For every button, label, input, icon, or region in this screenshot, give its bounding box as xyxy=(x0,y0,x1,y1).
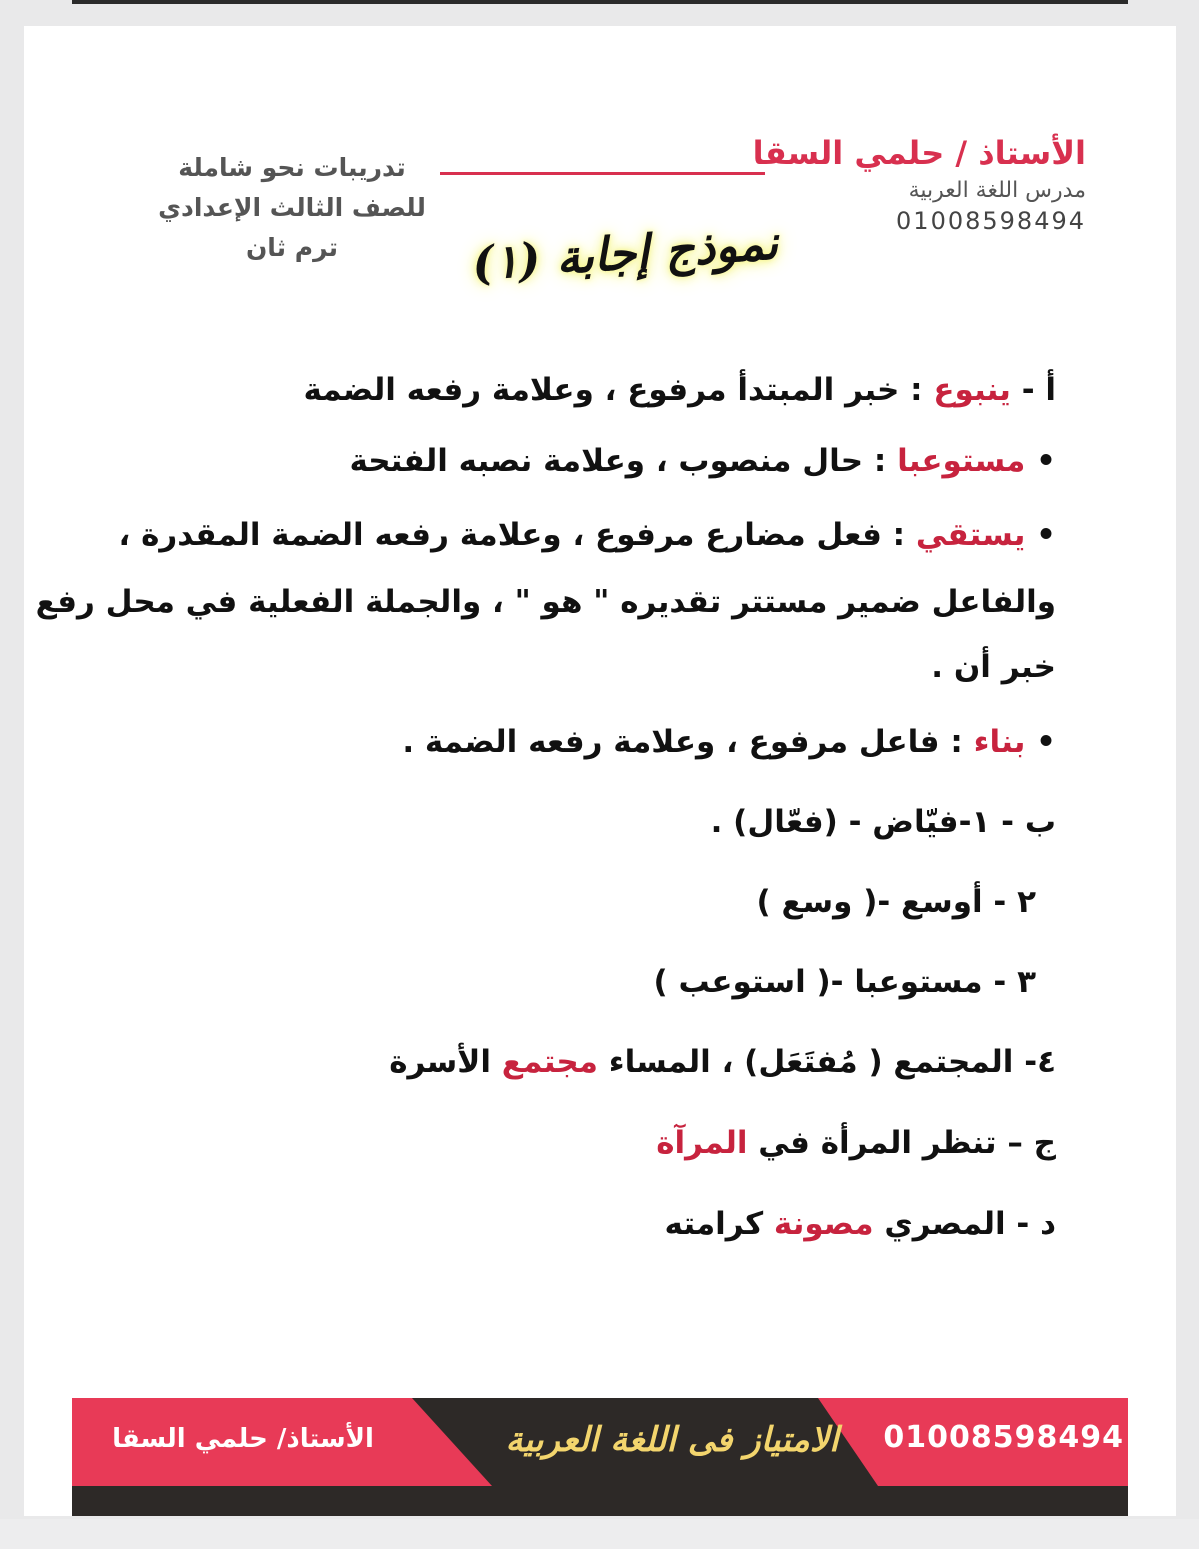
course-line-2: للصف الثالث الإعدادي xyxy=(158,193,426,222)
teacher-phone: 01008598494 xyxy=(896,207,1086,235)
footer-slogan: الامتياز فى اللغة العربية xyxy=(505,1420,839,1460)
course-line-3: ترم ثان xyxy=(245,233,339,262)
answer-line-b-3: ٣ - مستوعبا -( استوعب ) xyxy=(653,964,1036,1000)
answer-line-continuation-2: خبر أن . xyxy=(931,649,1056,685)
footer-banner xyxy=(72,1398,1128,1516)
answer-line-d: د - المصري مصونة كرامته xyxy=(664,1206,1056,1242)
answer-line-b-2: ٢ - أوسع -( وسع ) xyxy=(756,884,1036,920)
bottom-strip xyxy=(0,1519,1199,1549)
document-page xyxy=(24,26,1176,1516)
answer-line-bullet-2: • يستقي : فعل مضارع مرفوع ، وعلامة رفعه الضمة المقدرة ، xyxy=(118,517,1056,553)
answer-body xyxy=(35,356,1056,1264)
course-line-1: تدريبات نحو شاملة xyxy=(178,153,406,182)
footer-phone: 01008598494 xyxy=(883,1420,1124,1455)
answer-line-a: أ - ينبوع : خبر المبتدأ مرفوع ، وعلامة رفعه الضمة xyxy=(303,372,1056,408)
header-underline xyxy=(440,172,765,175)
teacher-subtitle: مدرس اللغة العربية xyxy=(908,178,1086,203)
course-info xyxy=(142,148,442,268)
answer-line-b-1: ب - ١-فيّاض - (فعّال) . xyxy=(710,804,1056,840)
answer-line-continuation-1: والفاعل ضمير مستتر تقديره " هو " ، والجملة الفعلية في محل رفع xyxy=(35,584,1056,620)
answer-line-b-4: ٤- المجتمع ( مُفتَعَل) ، المساء مجتمع الأسرة xyxy=(389,1044,1056,1080)
teacher-name: الأستاذ / حلمي السقا xyxy=(752,134,1086,172)
answer-line-c: ج – تنظر المرأة في المرآة xyxy=(656,1125,1056,1161)
teacher-info xyxy=(753,134,1086,235)
answer-model-title: نموذج إجابة (١) xyxy=(470,215,780,291)
answer-line-bullet-3: • بناء : فاعل مرفوع ، وعلامة رفعه الضمة . xyxy=(402,724,1056,760)
answer-line-bullet-1: • مستوعبا : حال منصوب ، وعلامة نصبه الفتحة xyxy=(349,443,1056,479)
footer-teacher-name: الأستاذ/ حلمي السقا xyxy=(112,1424,374,1454)
top-divider xyxy=(72,0,1128,4)
